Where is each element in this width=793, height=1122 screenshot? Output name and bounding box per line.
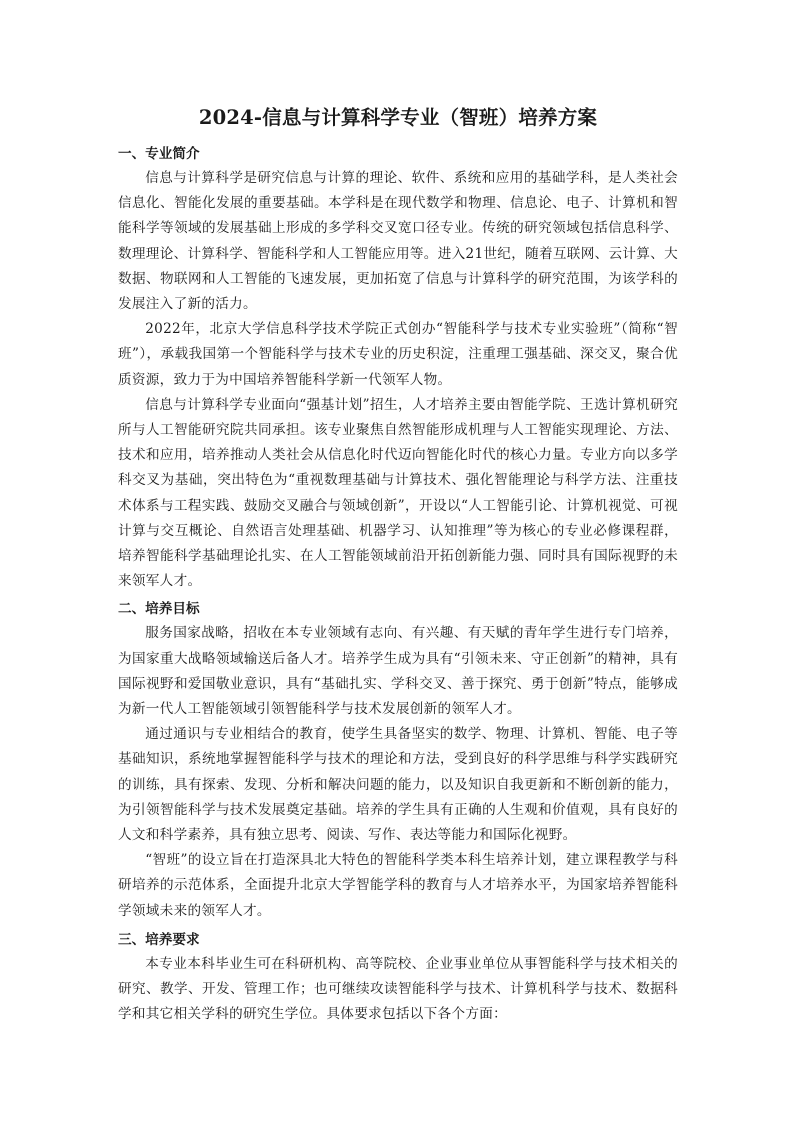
- paragraph: 信息与计算科学是研究信息与计算的理论、软件、系统和应用的基础学科，是人类社会信息化、智能化发展的重要基础。本学科是在现代数学和物理、信息论、电子、计算机和智能科学等领域的发展基础上形成的多学科交叉宽口径专业。传统的研究领域包括信息科学、数理理论、计算科学、智能科学和人工智能应用等。进入21世纪，随着互联网、云计算、大数据、物联网和人工智能的飞速发展，更加拓宽了信息与计算科学的研究范围，为该学科的发展注入了新的活力。: [118, 170, 678, 313]
- section-requirements: [118, 928, 678, 1028]
- section-introduction: [118, 142, 678, 594]
- paragraph: 本专业本科毕业生可在科研机构、高等院校、企业事业单位从事智能科学与技术相关的研究、教学、开发、管理工作；也可继续攻读智能科学与技术、计算机科学与技术、数据科学和其它相关学科的研究生学位。具体要求包括以下各个方面：: [118, 955, 678, 1023]
- paragraph: 信息与计算科学专业面向“强基计划”招生，人才培养主要由智能学院、王选计算机研究所与人工智能研究院共同承担。该专业聚焦自然智能形成机理与人工智能实现理论、方法、技术和应用，培养推动人类社会从信息化时代迈向智能化时代的核心力量。专业方向以多学科交叉为基础，突出特色为“重视数理基础与计算技术、强化智能理论与科学方法、注重技术体系与工程实践、鼓励交叉融合与领域创新”，开设以“人工智能引论、计算机视觉、可视计算与交互概论、自然语言处理基础、机器学习、认知推理”等为核心的专业必修课程群，培养智能科学基础理论扎实、在人工智能领域前沿开拓创新能力强、同时具有国际视野的未来领军人才。: [118, 396, 678, 590]
- section-heading: 二、培养目标: [118, 601, 200, 618]
- page-title: 2024-信息与计算科学专业（智班）培养方案: [198, 106, 598, 129]
- document-body: [118, 104, 678, 1028]
- paragraph: “智班”的设立旨在打造深具北大特色的智能科学类本科生培养计划，建立课程教学与科研培养的示范体系，全面提升北京大学智能学科的教育与人才培养水平，为国家培养智能科学领域未来的领军人才。: [118, 852, 678, 919]
- section-heading: 三、培养要求: [118, 931, 200, 948]
- section-heading: 一、专业简介: [118, 146, 200, 162]
- section-objectives: [118, 597, 678, 923]
- paragraph: 2022年，北京大学信息科学技术学院正式创办“智能科学与技术专业实验班”（简称“智班”），承载我国第一个智能科学与技术专业的历史积淀，注重理工强基础、深交叉，聚合优质资源，致力于为中国培养智能科学新一代领军人物。: [118, 321, 678, 388]
- paragraph: 服务国家战略，招收在本专业领域有志向、有兴趣、有天赋的青年学生进行专门培养，为国家重大战略领域输送后备人才。培养学生成为具有“引领未来、守正创新”的精神，具有国际视野和爱国敬业意识，具有“基础扎实、学科交叉、善于探究、勇于创新”特点，能够成为新一代人工智能领域引领智能科学与技术发展创新的领军人才。: [118, 625, 678, 718]
- paragraph: 通过通识与专业相结合的教育，使学生具备坚实的数学、物理、计算机、智能、电子等基础知识，系统地掌握智能科学与技术的理论和方法，受到良好的科学思维与科学实践研究的训练，具有探索、发现、分析和解决问题的能力，以及知识自我更新和不断创新的能力，为引领智能科学与技术发展奠定基础。培养的学生具有正确的人生观和价值观，具有良好的人文和科学素养，具有独立思考、阅读、写作、表达等能力和国际化视野。: [118, 726, 678, 844]
